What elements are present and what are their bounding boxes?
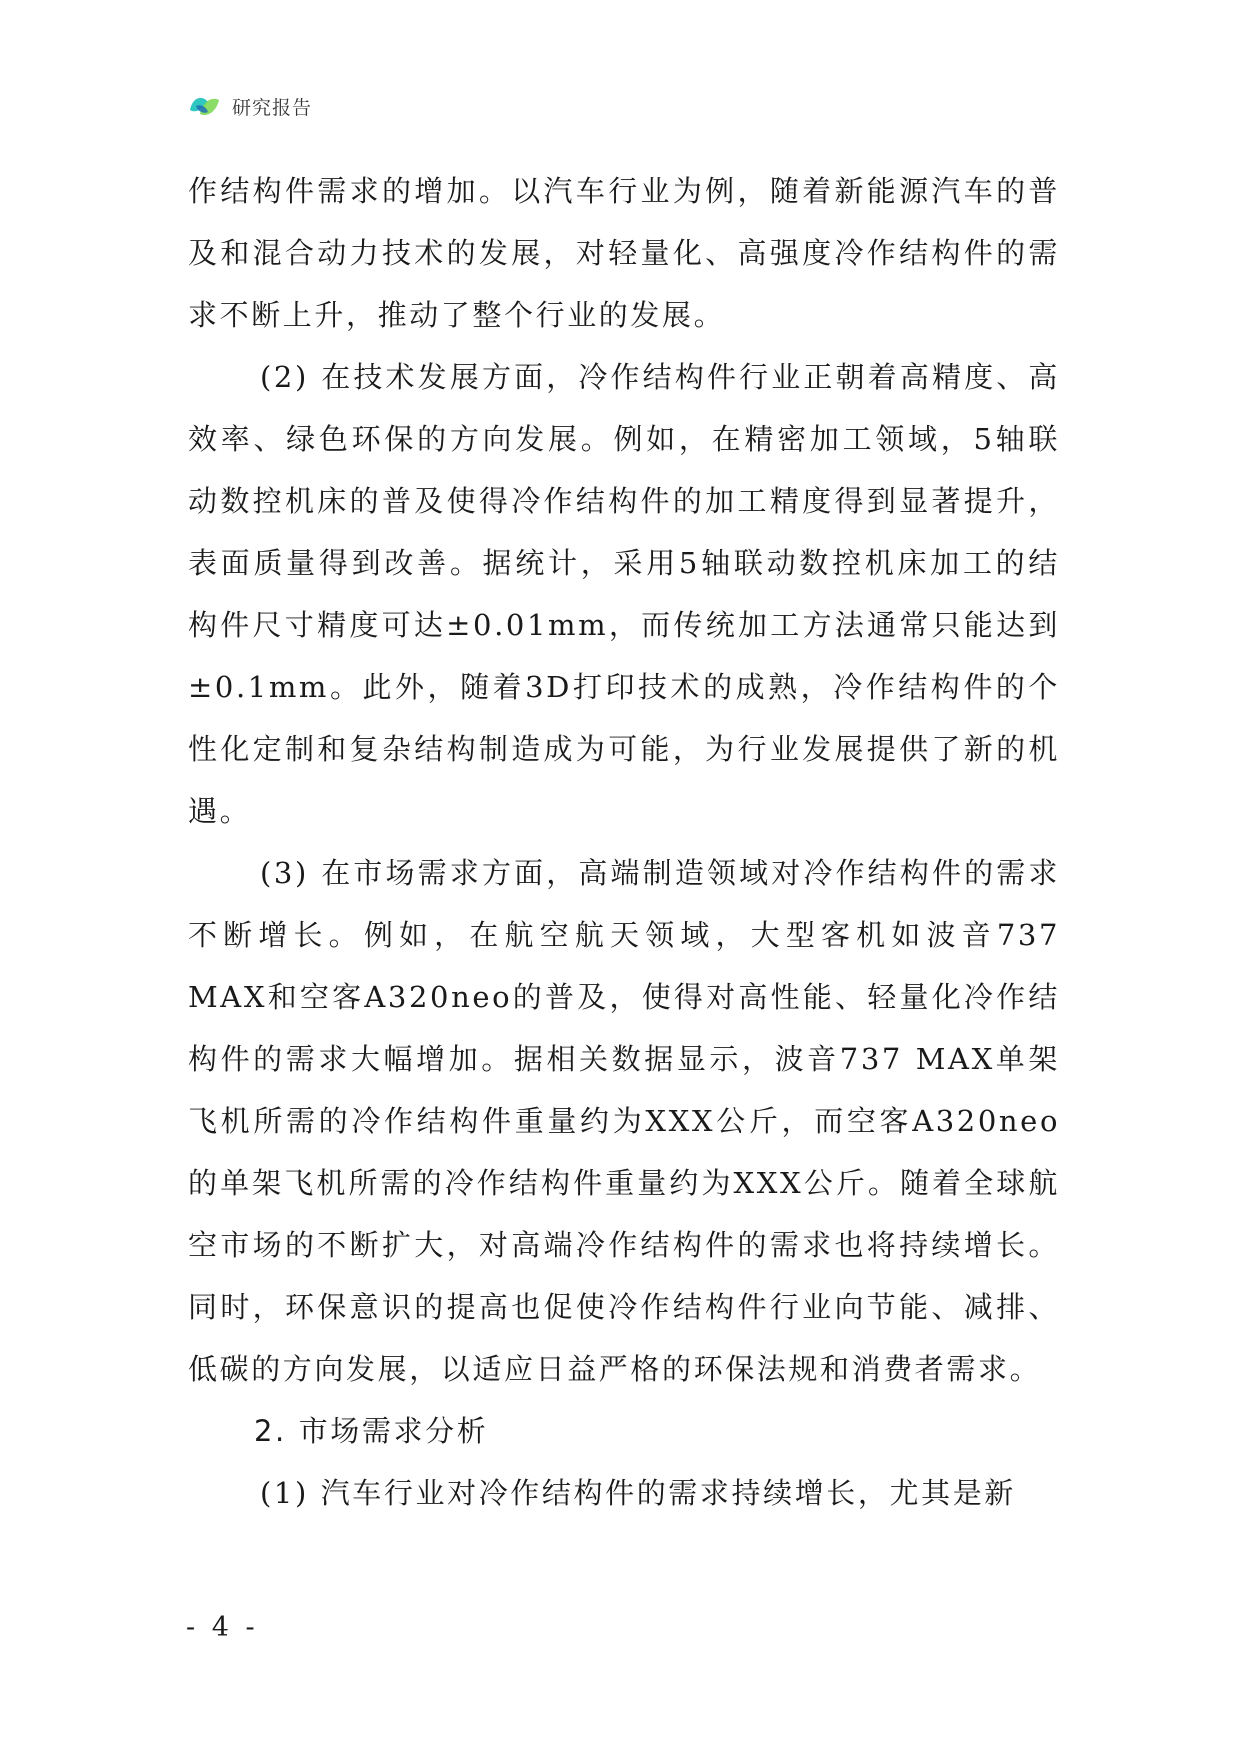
header-title: 研究报告 xyxy=(232,96,313,119)
section-heading xyxy=(188,1400,1060,1462)
leaf-logo-icon xyxy=(186,88,222,124)
section-number: 2. xyxy=(254,1414,287,1448)
paragraph-continued: 作结构件需求的增加。以汽车行业为例，随着新能源汽车的普及和混合动力技术的发展，对轻量化、高强度冷作结构件的需求不断上升，推动了整个行业的发展。 xyxy=(188,174,1060,332)
document-body xyxy=(188,160,1060,1524)
page-number: - 4 - xyxy=(186,1612,259,1643)
report-header xyxy=(186,86,312,126)
paragraph-technology: (2) 在技术发展方面，冷作结构件行业正朝着高精度、高效率、绿色环保的方向发展。例如，在精密加工领域，5轴联动数控机床的普及使得冷作结构件的加工精度得到显著提升，表面质量得到改善。据统计，采用5轴联动数控机床加工的结构件尺寸精度可达±0.01mm，而传统加工方法通常只能达到±0.1mm。此外，随着3D打印技术的成熟，冷作结构件的个性化定制和复杂结构制造成为可能，为行业发展提供了新的机遇。 xyxy=(188,360,1060,828)
paragraph-automotive: (1) 汽车行业对冷作结构件的需求持续增长，尤其是新 xyxy=(260,1476,1016,1510)
paragraph-market-demand: (3) 在市场需求方面，高端制造领域对冷作结构件的需求不断增长。例如，在航空航天领域，大型客机如波音737 MAX和空客A320neo的普及，使得对高性能、轻量化冷作结构件的需求大幅增加。据相关数据显示，波音737 MAX单架飞机所需的冷作结构件重量约为XXX公斤，而空客A320neo的单架飞机所需的冷作结构件重量约为XXX公斤。随着全球航空市场的不断扩大，对高端冷作结构件的需求也将持续增长。同时，环保意识的提高也促使冷作结构件行业向节能、减排、低碳的方向发展，以适应日益严格的环保法规和消费者需求。 xyxy=(188,856,1060,1386)
section-title: 市场需求分析 xyxy=(298,1414,489,1448)
